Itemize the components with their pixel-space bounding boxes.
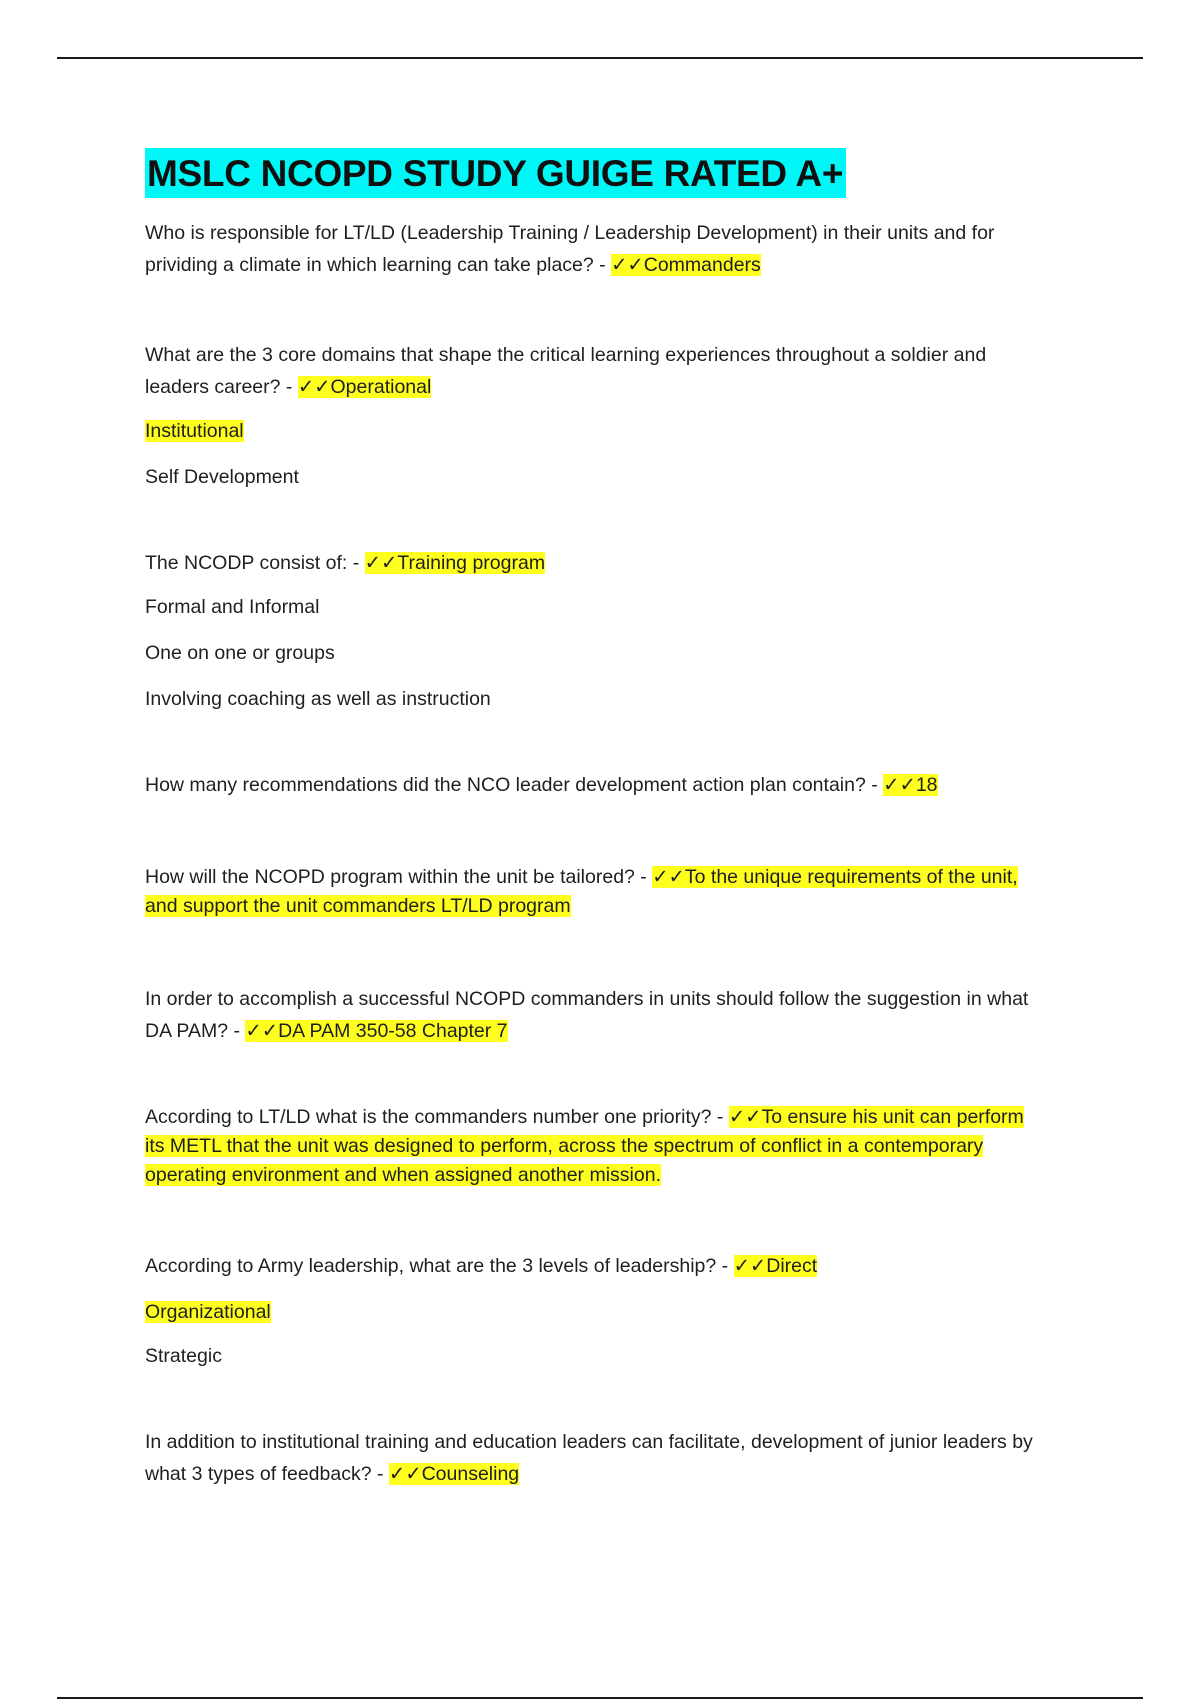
answer-text: ✓✓18 bbox=[883, 774, 938, 796]
document-body bbox=[145, 148, 1045, 1490]
answer-line bbox=[145, 461, 1045, 493]
qa-paragraph bbox=[145, 983, 1045, 1047]
qa-item bbox=[145, 1103, 1045, 1190]
qa-paragraph bbox=[145, 769, 1045, 801]
answer-extra-text: Institutional bbox=[145, 420, 244, 442]
question-text: How many recommendations did the NCO leader development action plan contain? - bbox=[145, 774, 884, 796]
question-text: According to Army leadership, what are the 3 levels of leadership? - bbox=[145, 1255, 734, 1277]
answer-line bbox=[145, 637, 1045, 669]
qa-paragraph bbox=[145, 1426, 1045, 1490]
answer-text: ✓✓Commanders bbox=[611, 254, 761, 276]
answer-extra-text: Self Development bbox=[145, 466, 299, 488]
question-text: According to LT/LD what is the commanders number one priority? - bbox=[145, 1106, 729, 1128]
bottom-rule bbox=[57, 1697, 1143, 1699]
answer-text: ✓✓To the unique requirements of the unit, and support the unit commanders LT/LD program bbox=[145, 866, 1018, 917]
qa-item bbox=[145, 1426, 1045, 1490]
question-text: In order to accomplish a successful NCOPD commanders in units should follow the suggestion in what DA PAM? - bbox=[145, 988, 1029, 1042]
question-text: Who is responsible for LT/LD (Leadership Training / Leadership Development) in their units and for prividing a climate in which learning can take place? - bbox=[145, 222, 995, 276]
qa-item bbox=[145, 547, 1045, 715]
document-title: MSLC NCOPD STUDY GUIGE RATED A+ bbox=[145, 148, 846, 198]
answer-text: ✓✓Counseling bbox=[388, 1463, 520, 1485]
question-text: What are the 3 core domains that shape the critical learning experiences throughout a soldier and leaders career? - bbox=[145, 344, 987, 398]
question-text: The NCODP consist of: - bbox=[145, 552, 365, 574]
qa-item bbox=[145, 339, 1045, 493]
qa-paragraph bbox=[145, 1103, 1045, 1190]
answer-line bbox=[145, 1340, 1045, 1372]
answer-line bbox=[145, 683, 1045, 715]
answer-extra-text: Strategic bbox=[145, 1345, 222, 1367]
question-text: How will the NCOPD program within the unit be tailored? - bbox=[145, 866, 653, 888]
qa-item bbox=[145, 1250, 1045, 1372]
answer-text: ✓✓Operational bbox=[297, 376, 432, 398]
qa-item bbox=[145, 769, 1045, 801]
answer-text: ✓✓DA PAM 350-58 Chapter 7 bbox=[245, 1020, 508, 1042]
qa-paragraph bbox=[145, 339, 1045, 403]
qa-paragraph bbox=[145, 217, 1045, 281]
qa-item bbox=[145, 983, 1045, 1047]
answer-line bbox=[145, 591, 1045, 623]
qa-paragraph bbox=[145, 1250, 1045, 1282]
answer-text: ✓✓Training program bbox=[364, 552, 546, 574]
answer-extra-text: Formal and Informal bbox=[145, 596, 320, 618]
answer-line bbox=[145, 415, 1045, 447]
answer-text: ✓✓Direct bbox=[733, 1255, 818, 1277]
qa-item bbox=[145, 863, 1045, 921]
qa-paragraph bbox=[145, 863, 1045, 921]
answer-extra-text: Involving coaching as well as instruction bbox=[145, 688, 491, 710]
qa-item bbox=[145, 217, 1045, 281]
qa-paragraph bbox=[145, 547, 1045, 579]
answer-extra-text: Organizational bbox=[145, 1301, 271, 1323]
answer-extra-text: One on one or groups bbox=[145, 642, 335, 664]
answer-line bbox=[145, 1296, 1045, 1328]
question-text: In addition to institutional training and education leaders can facilitate, development of junior leaders by what 3 types of feedback? - bbox=[145, 1431, 1033, 1485]
top-rule bbox=[57, 57, 1143, 59]
answer-text: ✓✓To ensure his unit can perform its METL that the unit was designed to perform, across the spectrum of conflict in a contemporary operating environment and when assigned another mission. bbox=[145, 1106, 1024, 1186]
